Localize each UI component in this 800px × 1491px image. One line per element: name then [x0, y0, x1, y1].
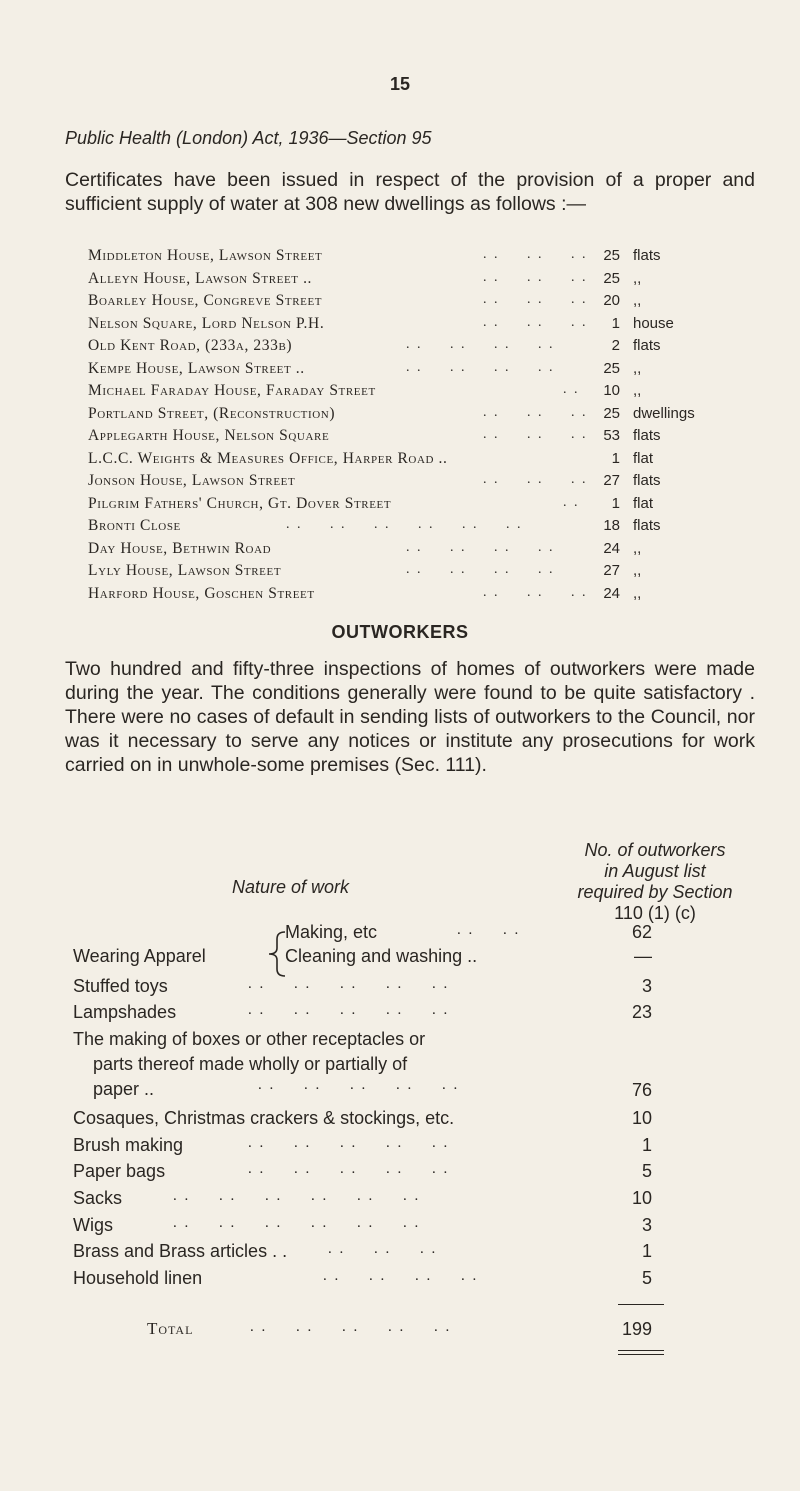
- leader-dots: . .: [563, 494, 580, 510]
- certificate-row: [88, 405, 768, 428]
- leader-dots: . . . . . .: [483, 584, 588, 600]
- certificates-list: [88, 247, 768, 607]
- column-heading-line: No. of outworkers: [584, 840, 726, 860]
- column-heading-count: [545, 840, 765, 924]
- certificate-row: [88, 540, 768, 563]
- work-name: Sacks: [73, 1188, 123, 1208]
- double-rule-bottom: [618, 1354, 664, 1355]
- certificate-name: Lyly House, Lawson Street: [88, 562, 282, 579]
- certificate-unit: flats: [633, 517, 661, 534]
- certificate-count: 24: [603, 539, 620, 557]
- leader-dots: . . . . . . . . . .: [248, 1135, 450, 1151]
- certificate-count: 1: [611, 314, 620, 332]
- work-name-line: parts thereof made wholly or partially of: [93, 1054, 408, 1074]
- certificate-unit: flat: [633, 449, 654, 467]
- work-name: Household linen: [73, 1268, 203, 1288]
- double-rule-top: [618, 1350, 664, 1351]
- page-number: 15: [389, 74, 411, 94]
- certificate-unit: house: [633, 314, 674, 332]
- certificate-unit: flats: [633, 247, 661, 264]
- leader-dots: . . . . . . . .: [406, 359, 555, 375]
- work-value: 1: [641, 1135, 652, 1155]
- leader-dots: . . . . . . . . . .: [248, 1161, 450, 1177]
- certificate-count: 1: [611, 494, 620, 512]
- certificate-count: 18: [603, 517, 620, 534]
- certificate-unit: ,,: [633, 269, 642, 287]
- work-name: Stuffed toys: [73, 976, 168, 996]
- leader-dots: . . . . . . . .: [406, 539, 555, 555]
- leader-dots: . . . . . . . . . .: [248, 1002, 450, 1018]
- work-value: 5: [641, 1161, 652, 1181]
- certificate-unit: ,,: [633, 539, 642, 557]
- certificate-row: [88, 472, 768, 495]
- certificate-row: [88, 517, 768, 540]
- certificate-unit: dwellings: [633, 404, 695, 422]
- certificate-unit: flats: [633, 427, 661, 444]
- cleaning-value: —: [634, 946, 652, 966]
- certificate-name: Jonson House, Lawson Street: [88, 472, 296, 489]
- leader-dots: . . . . . .: [483, 472, 588, 487]
- leader-dots: . . . . . . . . . . . .: [286, 517, 523, 532]
- certificate-unit: ,,: [633, 292, 642, 309]
- certificate-count: 10: [603, 382, 620, 399]
- column-heading-line: in August list: [604, 861, 706, 881]
- certificate-name: Middleton House, Lawson Street: [88, 247, 323, 264]
- certificate-row: [88, 292, 768, 315]
- certificate-row: [88, 562, 768, 585]
- leader-dots: . . . . . .: [483, 314, 588, 330]
- certificate-unit: ,,: [633, 584, 642, 602]
- certificate-name: Pilgrim Fathers' Church, Gt. Dover Street: [88, 494, 392, 512]
- certificate-name: Nelson Square, Lord Nelson P.H.: [88, 314, 325, 332]
- intro-paragraph: Certificates have been issued in respect of the provision of a proper and sufficient supply of water at 308 new dwellings as follows :—: [65, 169, 755, 215]
- certificate-count: 25: [603, 247, 620, 264]
- total-rule: [618, 1304, 664, 1305]
- leader-dots: . . . . . . . . . .: [250, 1319, 452, 1335]
- certificate-row: [88, 495, 768, 518]
- work-name: Lampshades: [73, 1002, 177, 1022]
- certificate-name: Day House, Bethwin Road: [88, 539, 272, 557]
- making-value: 62: [631, 922, 652, 942]
- certificate-unit: ,,: [633, 562, 642, 579]
- leader-dots: . . . . . .: [328, 1241, 438, 1257]
- certificate-unit: flats: [633, 337, 661, 354]
- leader-dots: . . . . . .: [483, 427, 588, 442]
- certificate-count: 2: [611, 337, 620, 354]
- work-value: 23: [631, 1002, 652, 1022]
- column-heading-line: 110 (1) (c): [614, 903, 696, 923]
- certificate-name: L.C.C. Weights & Measures Office, Harper Road ..: [88, 449, 448, 467]
- certificate-row: [88, 585, 768, 608]
- work-value: 5: [641, 1268, 652, 1288]
- leader-dots: . . . . . .: [483, 292, 588, 307]
- cleaning-label: Cleaning and washing ..: [285, 946, 478, 966]
- certificate-count: 27: [603, 472, 620, 489]
- certificate-count: 27: [603, 562, 620, 579]
- certificate-name: Michael Faraday House, Faraday Street: [88, 382, 376, 399]
- work-value: 76: [631, 1080, 652, 1100]
- certificate-name: Portland Street, (Reconstruction): [88, 404, 336, 422]
- certificate-unit: ,,: [633, 382, 642, 399]
- certificate-count: 20: [603, 292, 620, 309]
- leader-dots: . . . . . . . .: [406, 337, 555, 352]
- certificate-unit: ,,: [633, 359, 642, 377]
- certificate-name: Applegarth House, Nelson Square: [88, 427, 330, 444]
- leader-dots: . . . . . . . .: [406, 562, 555, 577]
- brace-icon: [265, 930, 287, 978]
- leader-dots: . . . . . .: [483, 269, 588, 285]
- certificate-row: [88, 360, 768, 383]
- work-name: Cosaques, Christmas crackers & stockings, etc.: [73, 1108, 455, 1128]
- certificate-row: [88, 337, 768, 360]
- work-name-line: The making of boxes or other receptacles or: [73, 1029, 426, 1049]
- certificate-count: 1: [611, 449, 620, 467]
- certificate-row: [88, 270, 768, 293]
- certificate-row: [88, 450, 768, 473]
- section-heading: Public Health (London) Act, 1936—Section 95: [65, 128, 432, 148]
- column-heading-line: required by Section: [577, 882, 733, 902]
- certificate-count: 25: [603, 404, 620, 422]
- leader-dots: . . . . . .: [483, 404, 588, 420]
- work-name-line: paper ..: [93, 1079, 155, 1099]
- leader-dots: . . . .: [457, 922, 521, 938]
- total-value: 199: [621, 1319, 652, 1339]
- certificate-count: 53: [603, 427, 620, 444]
- column-heading-nature: Nature of work: [232, 877, 350, 897]
- leader-dots: . . . . . . . . . .: [258, 1077, 460, 1093]
- certificate-count: 24: [603, 584, 620, 602]
- certificate-row: [88, 315, 768, 338]
- certificate-count: 25: [603, 269, 620, 287]
- work-name: Wigs: [73, 1215, 113, 1235]
- certificate-unit: flat: [633, 494, 654, 512]
- work-value: 3: [641, 976, 652, 996]
- certificate-name: Boarley House, Congreve Street: [88, 292, 323, 309]
- work-name: Brush making: [73, 1135, 184, 1155]
- certificate-row: [88, 427, 768, 450]
- work-value: 1: [641, 1241, 652, 1261]
- outworkers-heading: OUTWORKERS: [331, 622, 469, 642]
- leader-dots: . . . . . .: [483, 247, 588, 262]
- certificate-name: Bronti Close: [88, 517, 181, 534]
- certificate-unit: flats: [633, 472, 661, 489]
- leader-dots: . . . . . . . . . . . .: [173, 1188, 421, 1204]
- certificate-name: Old Kent Road, (233a, 233b): [88, 337, 293, 354]
- wearing-apparel-label: Wearing Apparel: [73, 946, 206, 966]
- work-value: 3: [641, 1215, 652, 1235]
- outworkers-paragraph: Two hundred and fifty-three inspections of homes of outworkers were made during the year. The conditions generally were found to be quite satisfactory . There were no cases of default in sending lists of outworkers to the Council, nor was it necessary to serve any notices or institute any prosecutions for work carried on in unwhole-some premises (Sec. 111).: [65, 658, 755, 776]
- work-value: 10: [631, 1108, 652, 1128]
- leader-dots: . . . . . . . . . . . .: [173, 1215, 421, 1231]
- certificate-name: Kempe House, Lawson Street ..: [88, 359, 305, 377]
- certificate-row: [88, 382, 768, 405]
- work-value: 10: [631, 1188, 652, 1208]
- leader-dots: . . . . . . . .: [323, 1268, 479, 1284]
- work-name: Paper bags: [73, 1161, 166, 1181]
- work-name: Brass and Brass articles . .: [73, 1241, 288, 1261]
- leader-dots: . .: [563, 382, 580, 397]
- certificate-count: 25: [603, 359, 620, 377]
- certificate-name: Alleyn House, Lawson Street ..: [88, 269, 313, 287]
- certificate-name: Harford House, Goschen Street: [88, 584, 315, 602]
- making-label: Making, etc: [285, 922, 378, 942]
- certificate-row: [88, 247, 768, 270]
- leader-dots: . . . . . . . . . .: [248, 976, 450, 992]
- total-label: Total: [147, 1319, 194, 1338]
